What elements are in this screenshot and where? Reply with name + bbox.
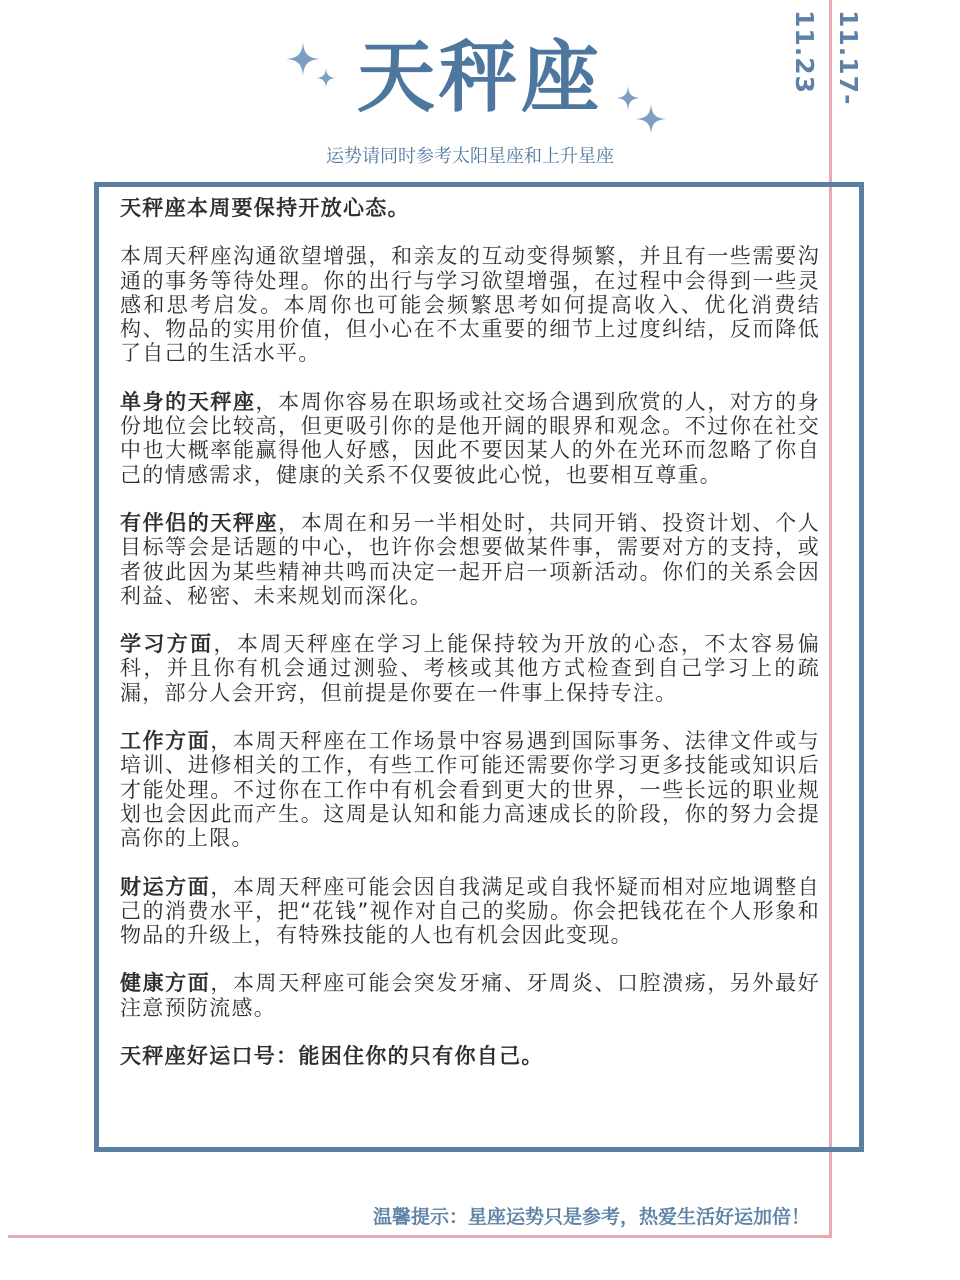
section-label: 工作方面 [120, 729, 211, 754]
page-subtitle: 运势请同时参考太阳星座和上升星座 [326, 146, 614, 167]
section-study [120, 632, 820, 705]
date-range: 11.17-11.23 [790, 10, 863, 106]
section-single [120, 390, 820, 487]
section-health [120, 971, 820, 1020]
section-label: 学习方面 [120, 632, 214, 657]
section-text: ，本周天秤座在工作场景中容易遇到国际事务、法律文件或与培训、进修相关的工作，有些工作可能还需要你学习更多技能或知识后才能处理。不过你在工作中有机会看到更大的世界，一些长远的职业规划也会因此而产生。这周是认知和能力高速成长的阶段，你的努力会提高你的上限。 [120, 729, 820, 851]
section-text: ，本周天秤座可能会因自我满足或自我怀疑而相对应地调整自己的消费水平，把“花钱”视作对自己的奖励。你会把钱花在个人形象和物品的升级上，有特殊技能的人也有机会因此变现。 [120, 874, 820, 948]
section-label: 健康方面 [120, 971, 211, 996]
footer-tip: 温馨提示：星座运势只是参考，热爱生活好运加倍！ [372, 1206, 810, 1228]
section-label: 财运方面 [120, 874, 211, 899]
section-text: ，本周天秤座在学习上能保持较为开放的心态，不太容易偏科，并且你有机会通过测验、考核或其他方式检查到自己学习上的疏漏，部分人会开窍，但前提是你要在一件事上保持专注。 [120, 632, 820, 705]
page-title: 天秤座 [356, 33, 603, 123]
section-text: ，本周在和另一半相处时，共同开销、投资计划、个人目标等会是话题的中心，也许你会想要做某件事，需要对方的支持，或者彼此因为某些精神共鸣而决定一起开启一项新活动。你们的关系会因利益、秘密、未来规划而深化。 [120, 510, 820, 608]
sparkle-icon [286, 42, 320, 76]
sparkle-icon [636, 104, 666, 134]
section-text: ，本周你容易在职场或社交场合遇到欣赏的人，对方的身份地位会比较高，但更吸引你的是他开阔的眼界和观念。不过你在社交中也大概率能赢得他人好感，因此不要因某人的外在光环而忽略了你自己的情感需求，健康的关系不仅要彼此心悦，也要相互尊重。 [120, 389, 820, 487]
section-label: 单身的天秤座 [120, 389, 256, 414]
lucky-slogan: 天秤座好运口号：能困住你的只有你自己。 [120, 1044, 544, 1069]
section-finance [120, 875, 820, 948]
section-text: ，本周天秤座可能会突发牙痛、牙周炎、口腔溃疡，另外最好注意预防流感。 [120, 971, 820, 1020]
pink-horizontal-line [8, 1235, 832, 1238]
section-work [120, 729, 820, 850]
section-partnered [120, 511, 820, 608]
headline: 天秤座本周要保持开放心态。 [120, 196, 410, 220]
content-body [120, 196, 820, 1068]
section-label: 有伴侣的天秤座 [120, 510, 279, 535]
overview-paragraph: 本周天秤座沟通欲望增强，和亲友的互动变得频繁，并且有一些需要沟通的事务等待处理。你的出行与学习欲望增强，在过程中会得到一些灵感和思考启发。本周你也可能会频繁思考如何提高收入、优化消费结构、物品的实用价值，但小心在不太重要的细节上过度纠结，反而降低了自己的生活水平。 [120, 244, 820, 366]
